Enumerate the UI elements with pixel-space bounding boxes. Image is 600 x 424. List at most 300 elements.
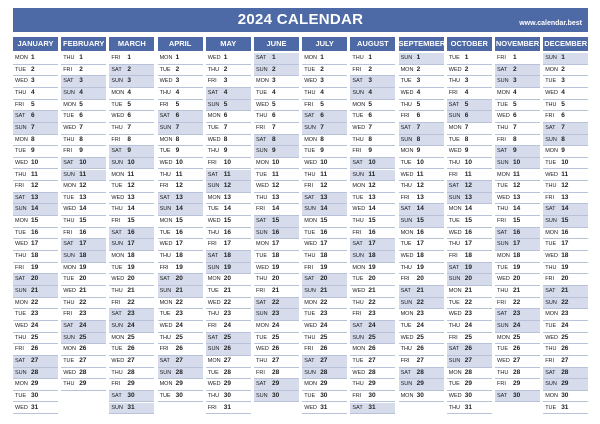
day-cell	[13, 403, 58, 415]
day-number: 3	[416, 77, 421, 85]
weekday-label: THU	[497, 288, 509, 294]
day-number: 31	[127, 403, 135, 411]
weekday-label: FRI	[63, 66, 73, 73]
day-cell	[447, 228, 492, 240]
day-cell	[254, 239, 299, 251]
weekday-label: TUE	[304, 311, 316, 318]
day-cell	[61, 88, 106, 100]
day-cell	[13, 239, 58, 251]
day-number: 21	[272, 287, 280, 294]
day-cell	[206, 228, 251, 240]
weekday-label: SUN	[159, 206, 172, 213]
day-number: 28	[79, 368, 87, 376]
day-number: 25	[79, 333, 87, 341]
day-cell	[447, 403, 492, 415]
weekday-label: TUE	[207, 124, 219, 131]
day-cell	[350, 193, 395, 205]
weekday-label: SUN	[400, 55, 413, 61]
day-number: 3	[272, 77, 276, 85]
weekday-label: SAT	[256, 136, 267, 143]
day-cell	[254, 321, 299, 333]
day-number: 3	[561, 77, 565, 85]
weekday-label: WED	[15, 322, 28, 329]
weekday-label: THU	[448, 404, 461, 411]
day-cell	[543, 135, 588, 147]
day-number: 19	[223, 263, 232, 271]
day-number: 25	[464, 333, 473, 341]
weekday-label: FRI	[448, 171, 458, 178]
day-cell	[206, 158, 251, 170]
day-number: 27	[464, 356, 473, 364]
site-url[interactable]: www.calendar.best	[519, 20, 582, 27]
day-cell	[158, 65, 203, 77]
day-number: 6	[513, 112, 517, 120]
weekday-label: FRI	[352, 392, 362, 399]
day-number: 1	[368, 54, 373, 61]
day-number: 8	[320, 135, 324, 143]
day-cell	[543, 216, 588, 228]
weekday-label: WED	[207, 381, 221, 388]
weekday-label: MON	[545, 66, 559, 73]
day-cell	[447, 53, 492, 65]
day-cell	[158, 146, 203, 158]
weekday-label: FRI	[256, 288, 265, 294]
day-cell	[495, 181, 540, 193]
weekday-label: SUN	[15, 369, 27, 376]
day-cell	[447, 239, 492, 251]
day-number: 28	[513, 368, 521, 376]
day-cell	[158, 298, 203, 310]
day-number: 13	[561, 193, 569, 201]
weekday-label: SAT	[15, 113, 26, 120]
day-cell	[447, 391, 492, 403]
weekday-label: FRI	[448, 334, 458, 341]
day-cell	[13, 368, 58, 380]
day-number: 12	[561, 182, 569, 190]
day-cell	[206, 251, 251, 263]
weekday-label: TUE	[111, 346, 123, 353]
weekday-label: TUE	[400, 78, 412, 85]
weekday-label: THU	[400, 101, 412, 108]
weekday-label: FRI	[497, 218, 506, 225]
day-cell	[206, 170, 251, 182]
weekday-label: MON	[159, 381, 173, 388]
weekday-label: FRI	[15, 101, 24, 108]
day-number: 24	[31, 321, 39, 329]
weekday-label: SUN	[207, 101, 220, 108]
day-cell	[158, 391, 203, 403]
day-number: 26	[272, 345, 280, 353]
day-cell	[206, 391, 251, 403]
weekday-label: WED	[400, 171, 414, 178]
day-cell	[61, 286, 106, 298]
day-number: 6	[175, 112, 180, 120]
day-cell	[495, 309, 540, 321]
day-cell	[61, 356, 106, 368]
month-header: MAY	[206, 37, 251, 51]
day-number: 2	[513, 65, 517, 73]
day-cell	[399, 356, 444, 368]
day-number: 2	[127, 65, 132, 73]
day-cell	[254, 251, 299, 263]
month-header: DECEMBER	[543, 37, 588, 51]
day-cell	[206, 123, 251, 135]
day-number: 10	[416, 158, 424, 166]
weekday-label: TUE	[545, 78, 557, 85]
weekday-label: MON	[15, 299, 28, 306]
day-number: 24	[464, 321, 473, 329]
month-september	[399, 37, 444, 414]
day-cell	[495, 123, 540, 135]
day-cell	[109, 53, 154, 65]
weekday-label: SAT	[111, 392, 122, 399]
day-cell	[158, 204, 203, 216]
day-number: 16	[127, 228, 135, 236]
weekday-label: WED	[448, 311, 462, 318]
day-cell	[447, 135, 492, 147]
day-cell	[254, 53, 299, 65]
weekday-label: TUE	[545, 159, 557, 166]
day-number: 17	[223, 240, 232, 248]
day-cell	[543, 356, 588, 368]
day-number: 31	[561, 403, 569, 411]
weekday-label: WED	[159, 241, 173, 248]
weekday-label: TUE	[400, 241, 412, 248]
weekday-label: FRI	[256, 369, 265, 376]
day-number: 25	[320, 333, 328, 341]
weekday-label: SUN	[352, 171, 365, 178]
weekday-label: SUN	[111, 322, 124, 329]
day-cell	[302, 263, 347, 275]
day-cell	[447, 286, 492, 298]
day-number: 5	[223, 100, 228, 108]
day-cell	[495, 379, 540, 391]
day-cell	[543, 228, 588, 240]
day-cell	[399, 193, 444, 205]
day-cell	[495, 368, 540, 380]
weekday-label: WED	[207, 218, 221, 225]
day-number: 28	[272, 368, 280, 376]
day-cell	[206, 309, 251, 321]
day-number: 26	[127, 345, 135, 353]
weekday-label: MON	[352, 101, 366, 108]
day-cell	[206, 344, 251, 356]
weekday-label: MON	[304, 55, 318, 61]
day-cell	[302, 146, 347, 158]
weekday-label: WED	[352, 369, 366, 376]
day-number: 28	[320, 368, 328, 376]
day-number: 28	[175, 368, 183, 376]
day-number: 18	[223, 252, 232, 260]
weekday-label: MON	[497, 89, 510, 96]
day-cell	[399, 111, 444, 123]
day-cell	[495, 274, 540, 286]
day-number: 18	[320, 252, 328, 260]
day-cell	[61, 135, 106, 147]
month-march	[109, 37, 154, 414]
day-cell	[61, 379, 106, 391]
day-number: 17	[127, 240, 135, 248]
day-cell	[447, 181, 492, 193]
weekday-label: FRI	[111, 55, 121, 61]
day-number: 25	[561, 333, 569, 341]
day-cell	[447, 274, 492, 286]
weekday-label: SUN	[111, 78, 124, 85]
day-number: 9	[223, 147, 228, 155]
day-cell	[399, 251, 444, 263]
weekday-label: MON	[159, 136, 173, 143]
weekday-label: FRI	[304, 264, 314, 271]
weekday-label: WED	[159, 159, 173, 166]
weekday-label: SAT	[207, 334, 219, 341]
day-number: 23	[416, 310, 424, 318]
day-number: 27	[272, 356, 280, 364]
day-cell	[61, 53, 106, 65]
day-number: 20	[31, 275, 39, 283]
day-cell	[495, 263, 540, 275]
day-cell	[13, 76, 58, 88]
day-cell	[61, 193, 106, 205]
weekday-label: SAT	[545, 206, 556, 213]
weekday-label: THU	[352, 55, 364, 61]
day-cell	[350, 146, 395, 158]
day-cell	[495, 251, 540, 263]
day-cell	[109, 111, 154, 123]
weekday-label: TUE	[304, 229, 316, 236]
day-cell	[302, 170, 347, 182]
weekday-label: MON	[256, 78, 269, 85]
weekday-label: FRI	[545, 357, 555, 364]
day-cell	[61, 123, 106, 135]
day-number: 9	[320, 147, 324, 155]
day-number: 14	[127, 205, 135, 213]
day-number: 21	[79, 287, 87, 294]
day-cell	[158, 251, 203, 263]
weekday-label: WED	[63, 124, 77, 131]
weekday-label: MON	[63, 264, 77, 271]
day-cell	[206, 333, 251, 345]
weekday-label: WED	[159, 78, 173, 85]
day-number: 1	[464, 54, 469, 61]
day-number: 14	[31, 205, 39, 213]
day-number: 30	[416, 391, 424, 399]
day-number: 7	[513, 123, 517, 131]
day-number: 24	[272, 321, 280, 329]
day-number: 16	[79, 228, 87, 236]
weekday-label: FRI	[159, 101, 169, 108]
weekday-label: TUE	[497, 346, 508, 353]
weekday-label: SUN	[111, 159, 124, 166]
day-cell	[302, 135, 347, 147]
day-cell	[447, 251, 492, 263]
day-cell	[543, 111, 588, 123]
day-number: 18	[368, 252, 376, 260]
weekday-label: FRI	[63, 229, 73, 236]
day-number: 6	[223, 112, 228, 120]
day-number: 27	[127, 356, 135, 364]
day-cell	[206, 403, 251, 415]
day-number: 29	[175, 380, 183, 388]
day-cell	[399, 379, 444, 391]
day-number: 24	[175, 321, 183, 329]
day-number: 26	[561, 345, 569, 353]
weekday-label: SAT	[448, 101, 460, 108]
day-cell	[447, 193, 492, 205]
day-number: 19	[272, 263, 280, 271]
day-number: 5	[464, 100, 469, 108]
day-number: 13	[513, 193, 521, 201]
weekday-label: MON	[352, 183, 366, 190]
day-cell	[447, 379, 492, 391]
day-number: 1	[513, 54, 517, 61]
day-number: 19	[513, 263, 521, 271]
day-cell	[13, 158, 58, 170]
day-cell	[302, 204, 347, 216]
weekday-label: SAT	[497, 392, 508, 399]
weekday-label: SUN	[304, 369, 316, 376]
day-cell	[399, 65, 444, 77]
weekday-label: SAT	[497, 229, 508, 236]
day-number: 22	[464, 298, 473, 306]
day-cell	[206, 286, 251, 298]
day-number: 22	[175, 298, 183, 306]
weekday-label: THU	[545, 346, 557, 353]
weekday-label: FRI	[15, 264, 24, 271]
day-number: 6	[368, 112, 373, 120]
day-number: 6	[464, 112, 469, 120]
day-cell	[495, 321, 540, 333]
day-number: 11	[175, 170, 183, 178]
weekday-label: TUE	[63, 194, 75, 201]
day-number: 7	[31, 123, 35, 131]
day-number: 21	[464, 287, 473, 294]
weekday-label: SAT	[304, 113, 315, 120]
weekday-label: MON	[63, 183, 77, 190]
day-number: 25	[272, 333, 280, 341]
day-number: 8	[223, 135, 228, 143]
weekday-label: THU	[448, 322, 461, 329]
day-cell	[447, 216, 492, 228]
day-number: 19	[127, 263, 135, 271]
day-number: 3	[320, 77, 324, 85]
weekday-label: TUE	[400, 322, 412, 329]
day-number: 14	[320, 205, 328, 213]
day-number: 6	[320, 112, 324, 120]
page-title: 2024 CALENDAR	[237, 11, 364, 28]
day-cell	[13, 216, 58, 228]
weekday-label: FRI	[304, 346, 314, 353]
weekday-label: TUE	[15, 66, 26, 73]
weekday-label: SAT	[497, 148, 508, 155]
day-number: 15	[513, 217, 521, 225]
day-cell	[109, 321, 154, 333]
month-december	[543, 37, 588, 414]
weekday-label: MON	[256, 241, 269, 248]
day-number: 22	[513, 298, 521, 306]
day-cell	[13, 286, 58, 298]
day-number: 24	[561, 321, 569, 329]
day-number: 4	[368, 88, 373, 96]
weekday-label: SAT	[352, 241, 363, 248]
day-cell	[399, 239, 444, 251]
day-number: 4	[31, 88, 35, 96]
weekday-label: THU	[207, 148, 220, 155]
day-cell	[350, 239, 395, 251]
weekday-label: TUE	[545, 241, 557, 248]
day-number: 16	[368, 228, 376, 236]
day-cell	[158, 263, 203, 275]
day-cell	[254, 286, 299, 298]
day-number: 29	[464, 380, 473, 388]
day-cell	[350, 274, 395, 286]
weekday-label: SAT	[207, 171, 219, 178]
day-number: 12	[31, 182, 39, 190]
weekday-label: SAT	[159, 357, 170, 364]
day-number: 4	[272, 88, 276, 96]
weekday-label: SAT	[448, 346, 460, 353]
weekday-label: MON	[15, 218, 28, 225]
day-number: 13	[272, 193, 280, 201]
day-cell	[495, 204, 540, 216]
day-cell	[158, 170, 203, 182]
weekday-label: MON	[352, 346, 366, 353]
weekday-label: SAT	[545, 369, 556, 376]
day-number: 13	[175, 193, 183, 201]
day-cell	[109, 181, 154, 193]
day-cell	[495, 333, 540, 345]
day-number: 23	[513, 310, 521, 318]
weekday-label: THU	[256, 113, 268, 120]
day-cell	[543, 88, 588, 100]
weekday-label: THU	[15, 171, 27, 178]
weekday-label: SUN	[256, 311, 268, 318]
weekday-label: SAT	[497, 66, 508, 73]
day-cell	[13, 65, 58, 77]
day-cell	[109, 146, 154, 158]
day-number: 20	[513, 275, 521, 283]
day-number: 15	[223, 217, 232, 225]
weekday-label: WED	[304, 78, 318, 85]
day-number: 26	[368, 345, 376, 353]
weekday-label: SUN	[15, 288, 27, 294]
day-cell	[302, 391, 347, 403]
weekday-label: TUE	[352, 357, 364, 364]
weekday-label: MON	[207, 113, 221, 120]
day-number: 6	[127, 112, 132, 120]
day-cell	[109, 333, 154, 345]
day-number: 2	[79, 65, 83, 73]
day-cell	[350, 321, 395, 333]
day-number: 20	[79, 275, 87, 283]
day-number: 30	[513, 391, 521, 399]
weekday-label: FRI	[497, 55, 506, 61]
weekday-label: SAT	[63, 241, 74, 248]
weekday-label: TUE	[497, 183, 508, 190]
day-cell	[543, 309, 588, 321]
day-cell	[109, 403, 154, 415]
day-number: 25	[513, 333, 521, 341]
weekday-label: SUN	[63, 253, 75, 260]
day-cell	[206, 216, 251, 228]
weekday-label: MON	[352, 264, 366, 271]
day-cell	[109, 263, 154, 275]
weekday-label: FRI	[207, 241, 217, 248]
day-number: 18	[464, 252, 473, 260]
day-cell	[109, 100, 154, 112]
weekday-label: THU	[352, 136, 364, 143]
day-number: 21	[513, 287, 521, 294]
day-cell	[495, 65, 540, 77]
